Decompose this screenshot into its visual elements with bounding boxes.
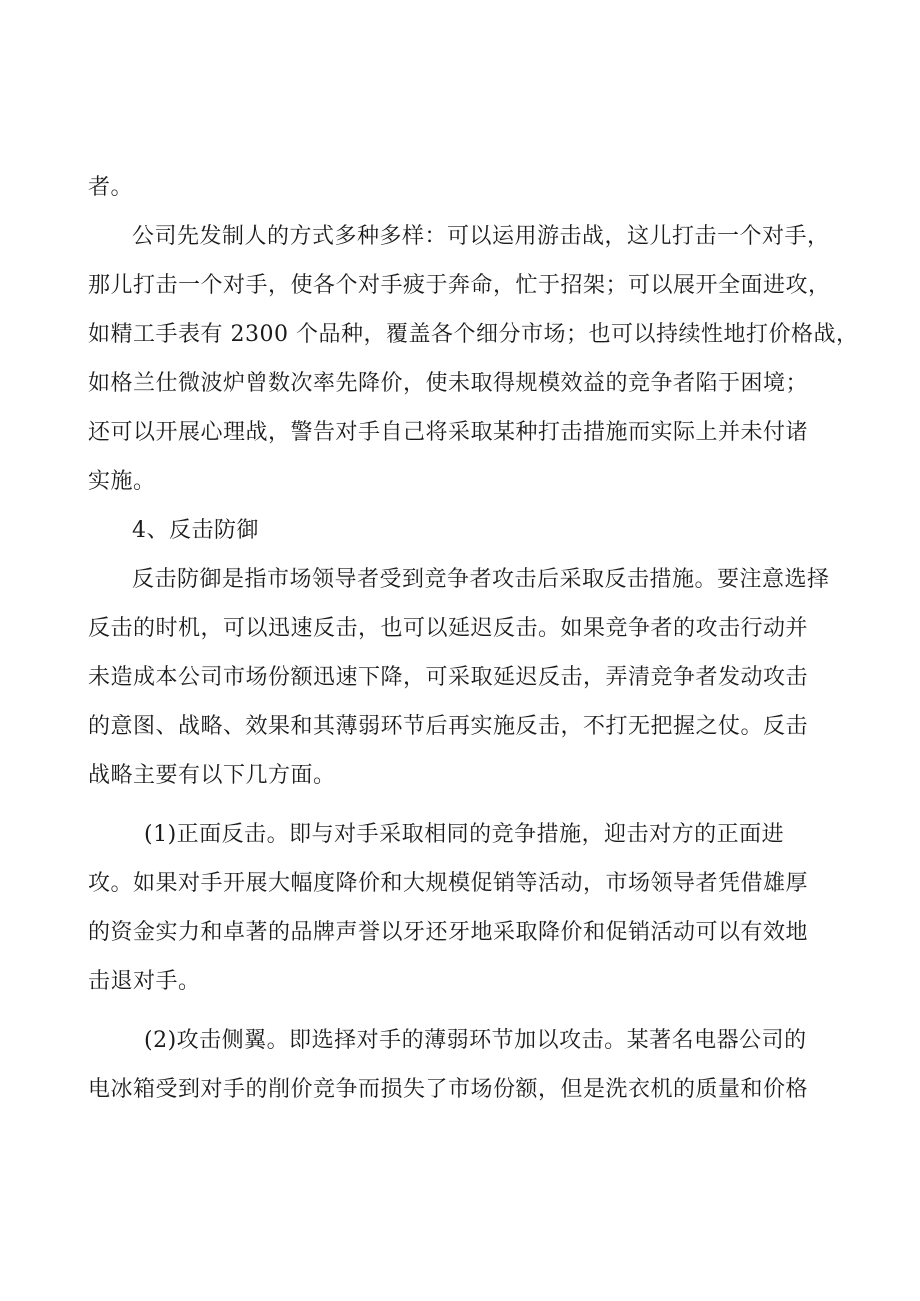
paragraph-line: 的意图、战略、效果和其薄弱环节后再实施反击，不打无把握之仗。反击 [88,714,809,739]
paragraph-line: 还可以开展心理战，警告对手自己将采取某种打击措施而实际上并未付诸 [88,420,809,445]
paragraph-line: 者。 [88,175,134,200]
document-body [88,163,859,1114]
section-heading: 4、反击防御 [132,518,259,543]
paragraph-line: 反击的时机，可以迅速反击，也可以延迟反击。如果竞争者的攻击行动并 [88,616,809,641]
paragraph-line: 战略主要有以下几方面。 [88,763,336,788]
paragraph-line: 反击防御是指市场领导者受到竞争者攻击后采取反击措施。要注意选择 [132,567,830,592]
paragraph-line: 电冰箱受到对手的削价竞争而损失了市场份额，但是洗衣机的质量和价格 [88,1077,809,1102]
paragraph-line: 如格兰仕微波炉曾数次率先降价，使未取得规模效益的竞争者陷于困境； [88,371,809,396]
paragraph-line: 实施。 [88,469,156,494]
paragraph-line: 未造成本公司市场份额迅速下降，可采取延迟反击，弄清竞争者发动攻击 [88,665,809,690]
paragraph-line: 的资金实力和卓著的品牌声誉以牙还牙地采取降价和促销活动可以有效地 [88,920,809,945]
paragraph-line: 公司先发制人的方式多种多样：可以运用游击战，这儿打击一个对手， [132,224,830,249]
paragraph-line: 如精工手表有 2300 个品种，覆盖各个细分市场；也可以持续性地打价格战， [88,322,859,347]
paragraph-line: 击退对手。 [88,969,201,994]
list-item-heading: (1)正面反击。即与对手采取相同的竞争措施，迎击对方的正面进 [144,822,785,847]
paragraph-line: 攻。如果对手开展大幅度降价和大规模促销等活动，市场领导者凭借雄厚 [88,871,809,896]
list-item-heading: (2)攻击侧翼。即选择对手的薄弱环节加以攻击。某著名电器公司的 [144,1028,807,1053]
paragraph-line: 那儿打击一个对手，使各个对手疲于奔命，忙于招架；可以展开全面进攻， [88,273,831,298]
